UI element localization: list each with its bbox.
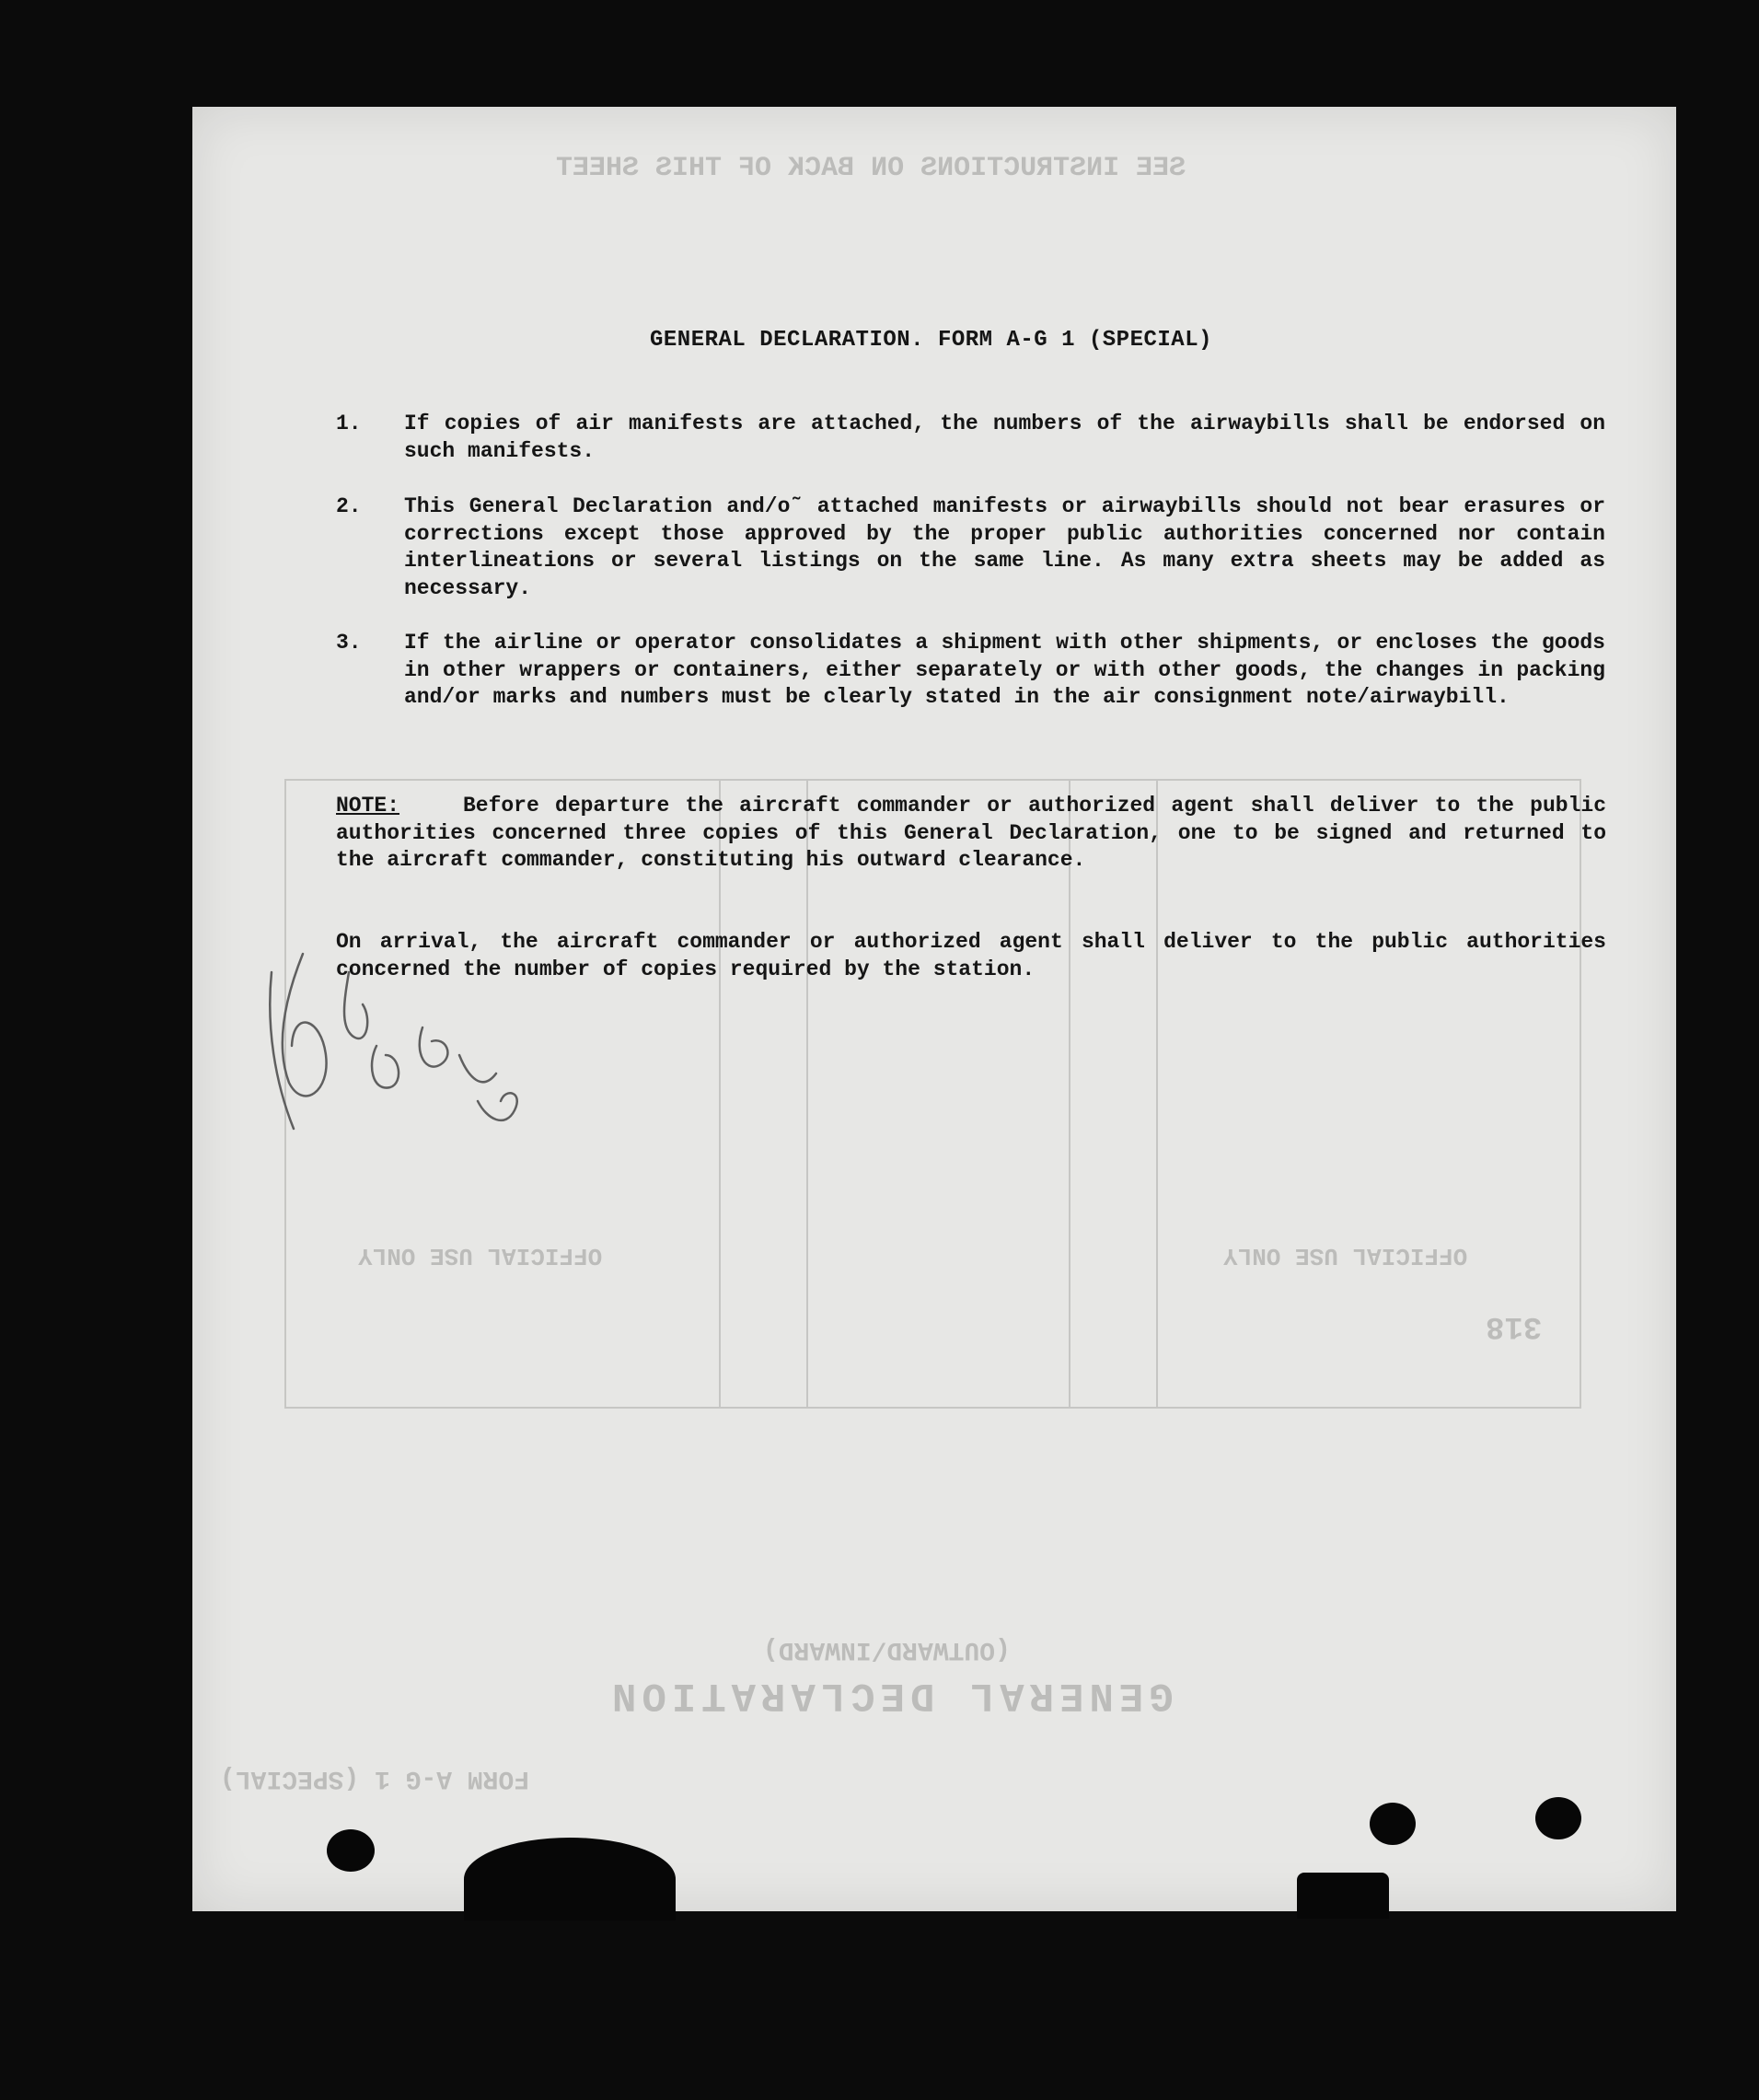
bleed-through-form-subtitle: (OUTWARD/INWARD) [763,1635,1011,1664]
note-text: Before departure the aircraft commander or authorized agent shall deliver to the public authorities concerned three copies of this General Declaration, one to be signed and returned to the aircraft commander, constituting his outward clearance. [336,794,1606,872]
note-paragraph [336,793,1606,875]
torn-edge [1297,1873,1389,1919]
document-page [192,107,1676,1911]
bleed-through-header: SEE INSTRUCTIONS ON BACK OF THIS SHEET [556,153,1186,184]
torn-edge [464,1838,676,1920]
bleed-through-official-use-right: OFFICIAL USE ONLY [1223,1242,1468,1270]
bleed-through-form-code: FORM A-G 1 (SPECIAL) [220,1764,530,1793]
note-label: NOTE: [336,794,400,818]
punch-hole [327,1829,375,1872]
pencil-signature [266,917,570,1156]
instruction-text: If copies of air manifests are attached, the numbers of the airwaybills shall be endorsed on such manifests. [404,412,1605,463]
instruction-number: 2. [336,494,362,518]
bleed-through-official-use-left: OFFICIAL USE ONLY [358,1242,603,1270]
instruction-number: 1. [336,412,362,435]
page-title: GENERAL DECLARATION. FORM A-G 1 (SPECIAL) [650,328,1212,353]
punch-hole [1535,1797,1581,1839]
punch-hole [1370,1803,1416,1845]
bleed-through-form-title: GENERAL DECLARATION [607,1672,1174,1718]
arrival-paragraph: On arrival, the aircraft commander or authorized agent shall deliver to the public authorities concerned the number of copies required by the station. [336,930,1606,981]
bleed-through-page-number: 318 [1486,1308,1543,1343]
instruction-text: This General Declaration and/o˜ attached manifests or airwaybills should not bear erasures or corrections except those approved by the proper public authorities concerned nor contain interlineations or several listings on the same line. As many extra sheets may be added as necessary. [404,494,1605,600]
instruction-text: If the airline or operator consolidates a shipment with other shipments, or encloses the goods in other wrappers or containers, either separately or with other goods, the changes in packing and/or marks and numbers must be clearly stated in the air consignment note/airwaybill. [404,631,1605,709]
instruction-number: 3. [336,631,362,655]
